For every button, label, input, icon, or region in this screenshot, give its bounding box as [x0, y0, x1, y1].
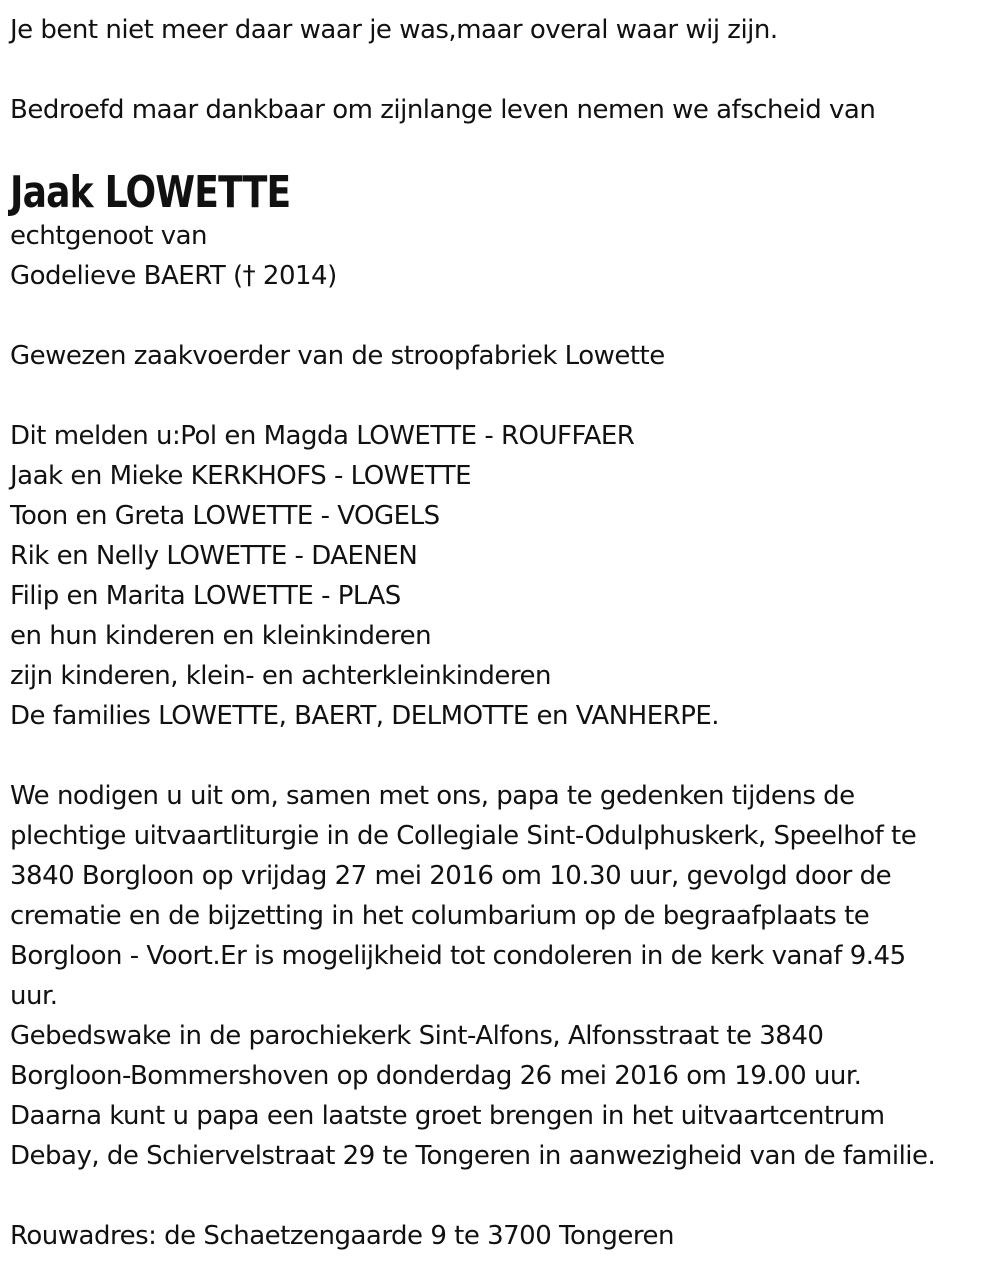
announcer-line: Dit melden u:Pol en Magda LOWETTE - ROUFFAER	[10, 421, 635, 451]
intro-line: Bedroefd maar dankbaar om zijnlange leven nemen we afscheid van	[10, 95, 876, 125]
ceremony-line: 3840 Borgloon op vrijdag 27 mei 2016 om 10.30 uur, gevolgd door de	[10, 861, 892, 891]
announcer-line: De families LOWETTE, BAERT, DELMOTTE en VANHERPE.	[10, 701, 720, 731]
ceremony-line: Daarna kunt u papa een laatste groet brengen in het uitvaartcentrum	[10, 1101, 885, 1131]
ceremony-line: uur.	[10, 981, 58, 1011]
ceremony-line: crematie en de bijzetting in het columbarium op de begraafplaats te	[10, 901, 870, 931]
spacer	[10, 130, 1000, 170]
relation-line: echtgenoot van	[10, 221, 208, 251]
ceremony-line: Borgloon - Voort.Er is mogelijkheid tot condoleren in de kerk vanaf 9.45	[10, 941, 906, 971]
announcer-line: Toon en Greta LOWETTE - VOGELS	[10, 501, 440, 531]
announcer-line: Filip en Marita LOWETTE - PLAS	[10, 581, 401, 611]
spacer	[10, 1176, 1000, 1216]
spacer	[10, 736, 1000, 776]
announcers-list	[10, 416, 1000, 736]
announcer-line: zijn kinderen, klein- en achterkleinkinderen	[10, 661, 551, 691]
mourning-address: Rouwadres: de Schaetzengaarde 9 te 3700 Tongeren	[10, 1221, 674, 1251]
spouse-line: Godelieve BAERT († 2014)	[10, 261, 337, 291]
announcer-line: Jaak en Mieke KERKHOFS - LOWETTE	[10, 461, 472, 491]
ceremony-line: Gebedswake in de parochiekerk Sint-Alfons, Alfonsstraat te 3840	[10, 1021, 824, 1051]
deceased-name: Jaak LOWETTE	[10, 167, 291, 218]
announcer-line: en hun kinderen en kleinkinderen	[10, 621, 432, 651]
ceremony-line: Debay, de Schiervelstraat 29 te Tongeren in aanwezigheid van de familie.	[10, 1141, 936, 1171]
spacer	[10, 296, 1000, 336]
announcer-line: Rik en Nelly LOWETTE - DAENEN	[10, 541, 418, 571]
ceremony-line: We nodigen u uit om, samen met ons, papa te gedenken tijdens de	[10, 781, 855, 811]
memorial-quote: Je bent niet meer daar waar je was,maar overal waar wij zijn.	[10, 15, 778, 45]
spacer	[10, 50, 1000, 90]
profession-line: Gewezen zaakvoerder van de stroopfabriek Lowette	[10, 341, 665, 371]
spacer	[10, 376, 1000, 416]
ceremony-line: plechtige uitvaartliturgie in de Collegiale Sint-Odulphuskerk, Speelhof te	[10, 821, 917, 851]
ceremony-line: Borgloon-Bommershoven op donderdag 26 mei 2016 om 19.00 uur.	[10, 1061, 862, 1091]
ceremony-details	[10, 776, 1000, 1176]
